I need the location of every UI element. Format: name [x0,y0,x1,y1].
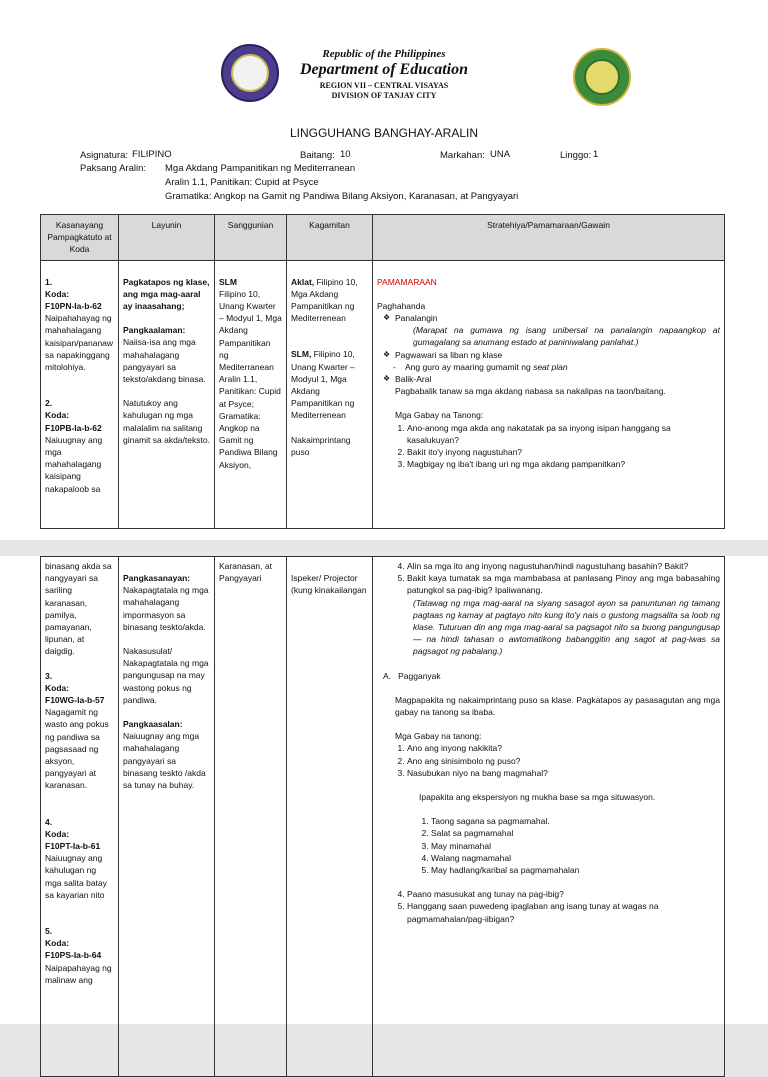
list-item: 4. Paano masusukat ang tunay na pag-ibig? [407,888,720,900]
layunin-text: Nakapagtatala ng mga mahahalagang impormasyon sa binasang teskto/akda. [123,585,209,632]
republic-line: Republic of the Philippines [322,48,446,60]
item-number: 5. [45,926,53,937]
ekspresyon-text: Ipapakita ang ekspersiyon ng mukha base sa mga situwasyon. [419,792,656,803]
kasanayan-text: binasang akda sa nangyayari sa sariling karanasan, pamilya, pamayanan, lipunan, at daigdig. [45,561,112,657]
list-item: 5. May hadlang/karibal sa pagmamahalan [431,864,720,876]
list-item: 2. Salat sa pagmamahal [431,827,720,839]
kagamitan-ispeker: Ispeker/ Projector (kung kinakailangan [291,573,367,596]
sanggunian-text: Karanasan, at Pangyayari [219,561,272,584]
list-item: 3. Nasubukan niyo na bang magmahal? [407,767,720,779]
sanggunian-text: Filipino 10, Unang Kwarter – Modyul 1, Mga Akdang Pampanitikan ng Mediterranean Aralin 1.1, Panitikan: Cupid at Psyce; Gramatika: Angkop na Gamit ng Pandiwa Bilang Aksiyon, [219,288,282,470]
header-kagamitan: Kagamitan [287,215,373,261]
pangkasanayan-label: Pangkasanayan: [123,573,191,583]
kasanayan-text: Naipapahayag ng malinaw ang [45,962,112,985]
koda-label: Koda: [45,682,70,693]
kagamitan-slm: SLM, Filipino 10, Unang Kwarter – Modyul 1, Mga Akdang Pampanitikan ng Mediterrenean [291,349,355,421]
kasanayan-text: Naiuugnay ang kahulugan ng mga salita batay sa kayarian nito [45,853,107,900]
kasanayan-cell [41,557,119,1077]
koda-label: Koda: [45,410,70,421]
item-number: 2. [45,398,53,409]
document-title: LINGGUHANG BANGHAY-ARALIN [289,126,479,140]
koda-label: Koda: [45,828,70,839]
list-item: 4. Alin sa mga ito ang inyong nagustuhan/hindi nagustuhang basahin? Bakit? [407,560,720,572]
slm-label: SLM [219,276,237,287]
item-number: 1. [45,276,53,287]
layunin-text: Nakasusulat/ Nakapagtatala ng mga pangungusap na may wastong pokus ng pandiwa. [123,646,209,705]
list-item: 2. Ano ang sinisimbolo ng puso? [407,755,720,767]
balik-aral-item: ❖ Balik-Aral [383,373,720,385]
linggo-label: Linggo: [560,150,592,161]
header-kasanayan: Kasanayang Pampagkatuto at Koda [41,215,119,261]
layunin-text: Naiisa-isa ang mga mahahalagang pangyayari sa teksto/akdang binasa. [123,337,206,385]
region-line: REGION VII – CENTRAL VISAYAS [319,81,449,90]
paksa-line-2: Aralin 1.1, Panitikan: Cupid at Psyce [165,177,319,188]
table-header-row [41,215,725,261]
list-item: 5. Hanggang saan puwedeng ipaglaban ang isang tunay at wagas na pagmamahalan/pag-iibigan? [407,900,720,924]
page-two [0,556,768,1024]
list-item: 4. Walang nagmamahal [431,852,720,864]
stratehiya-cell [373,557,725,1077]
stratehiya-cell [373,260,725,528]
asignatura-label: Asignatura: [80,150,129,161]
pagganyak-text: Magpapakita ng nakaimprintang puso sa klase. Pagkatapos ay pasasagutan ang mga gabay na tanong sa ibaba. [395,694,720,718]
gabay-heading: Mga Gabay na tanong: [395,731,482,742]
koda-code: F10PT-Ia-b-61 [45,841,101,852]
layunin-cell [119,260,215,528]
kasanayan-text: Nagagamit ng wasto ang pokus ng pandiwa sa pagsasaad ng aksyon, pangyayari at karanasan. [45,707,109,791]
list-item: 5. Bakit kaya tumatak sa mga mambabasa at panlasang Pinoy ang mga babasahing patungkol sa pag-ibig? Ipaliwanang. [407,572,720,596]
markahan-value: UNA [490,149,511,160]
final-questions [377,888,720,925]
koda-label: Koda: [45,288,70,299]
koda-code: F10PN-Ia-b-62 [45,301,102,312]
layunin-text: Naiuugnay ang mga mahahalagang pangyayari sa binasang teskto /akda sa tunay na buhay. [123,731,206,791]
baitang-value: 10 [340,149,351,160]
pagganyak-questions [377,742,720,779]
gabay-questions-continued [377,560,720,597]
kasanayan-cell [41,260,119,528]
kasanayan-text: Naiuugnay ang mga mahahalagang kaisipang nakapaloob sa [45,434,103,494]
header-layunin: Layunin [119,215,215,261]
item-number: 4. [45,816,53,827]
kasanayan-text: Naipahahayag ng mahahalagang kaisipan/pananaw sa napakinggang mitolohiya. [45,313,114,373]
item-number: 3. [45,670,53,681]
kagamitan-cell [287,557,373,1077]
situwasyon-list [377,815,720,876]
sanggunian-cell [215,260,287,528]
markahan-label: Markahan: [440,150,485,161]
lesson-plan-table-page-1 [40,214,725,529]
list-item: 1. Ano ang inyong nakikita? [407,742,720,754]
paksa-line-1: Mga Akdang Pampanitikan ng Mediterranean [165,163,356,174]
asignatura-value: FILIPINO [132,149,172,160]
panalangin-item: ❖ Panalangin [383,312,720,324]
list-item: 3. May minamahal [431,840,720,852]
balik-aral-text: Pagbabalik tanaw sa mga akdang nabasa sa nakalipas na taon/baitang. [395,386,666,397]
layunin-cell [119,557,215,1077]
panalangin-note: (Marapat na gumawa ng isang unibersal na panalangin napaangkop at gumagalang sa anumang estado at paniniwalang panlahat.) [413,325,720,348]
koda-code: F10PB-Ia-b-62 [45,422,102,433]
paghahanda-heading: Paghahanda [377,300,426,311]
pangkaalaman-label: Pangkaalaman: [123,325,186,336]
header-sanggunian: Sanggunian [215,215,287,261]
linggo-value: 1 [593,149,599,160]
division-line: DIVISION OF TANJAY CITY [331,91,437,100]
pagwawari-item: ❖ Pagwawari sa liban ng klase [383,349,720,361]
list-item: 2. Bakit ito'y inyong nagustuhan? [407,446,720,458]
pagwawari-note: - Ang guro ay maaring gumamit ng seat plan [383,361,720,373]
department-line: Department of Education [299,61,468,78]
baitang-label: Baitang: [300,150,335,161]
gabay-heading: Mga Gabay na Tanong: [395,410,484,421]
kagamitan-aklat: Aklat, Filipino 10, Mga Akdang Pampanitikan ng Mediterrenean [291,276,358,324]
list-item: 3. Magbigay ng iba't ibang uri ng mga akdang pampanitkan? [407,458,720,470]
paksang-aralin-label: Paksang Aralin: [80,163,147,174]
list-item: 1. Ano-anong mga akda ang nakatatak pa sa inyong isipan hanggang sa kasalukuyan? [407,422,720,446]
layunin-intro: Pagkatapos ng klase, ang mga mag-aaral ay inaasahang; [123,276,210,312]
kagamitan-cell [287,260,373,528]
pagsagot-note: (Tatawag ng mga mag-aaral na siyang sasagot ayon sa panuntunan ng tamang pagtaas ng kamay at pagtayo nito kung ito'y nais o gustong magsalita sa loob ng klase. Tuturuan din ang mga mag-aaral sa pagsagot nito sa buong pangungusap — na hindi tahasan o awtomatikong babanggitin ang sagot at pag-iwas sa pagsagot ng pabalang.) [413,597,720,657]
table-row [41,260,725,528]
koda-code: F10WG-Ia-b-57 [45,695,105,706]
layunin-text: Natutukoy ang kahulugan ng mga malalalim na salitang ginamit sa akda/teksto. [123,398,210,445]
pamamaraan-heading: PAMAMARAAN [377,276,437,287]
gabay-questions [377,422,720,471]
paksa-line-3: Gramatika: Angkop na Gamit ng Pandiwa Bilang Aksiyon, Karanasan, at Pangyayari [165,191,519,202]
letterhead [0,48,768,100]
pangkaasalan-label: Pangkaasalan: [123,719,183,730]
sanggunian-cell [215,557,287,1077]
list-item: 1. Taong sagana sa pagmamahal. [431,815,720,827]
koda-code: F10PS-Ia-b-64 [45,950,102,961]
kagamitan-puso: Nakaimprintang puso [291,434,351,457]
pagganyak-heading: A. Pagganyak [383,670,441,681]
lesson-plan-table-page-2 [40,556,725,1077]
koda-label: Koda: [45,938,70,949]
table-row [41,557,725,1077]
header-stratehiya: Stratehiya/Pamamaraan/Gawain [373,215,725,261]
